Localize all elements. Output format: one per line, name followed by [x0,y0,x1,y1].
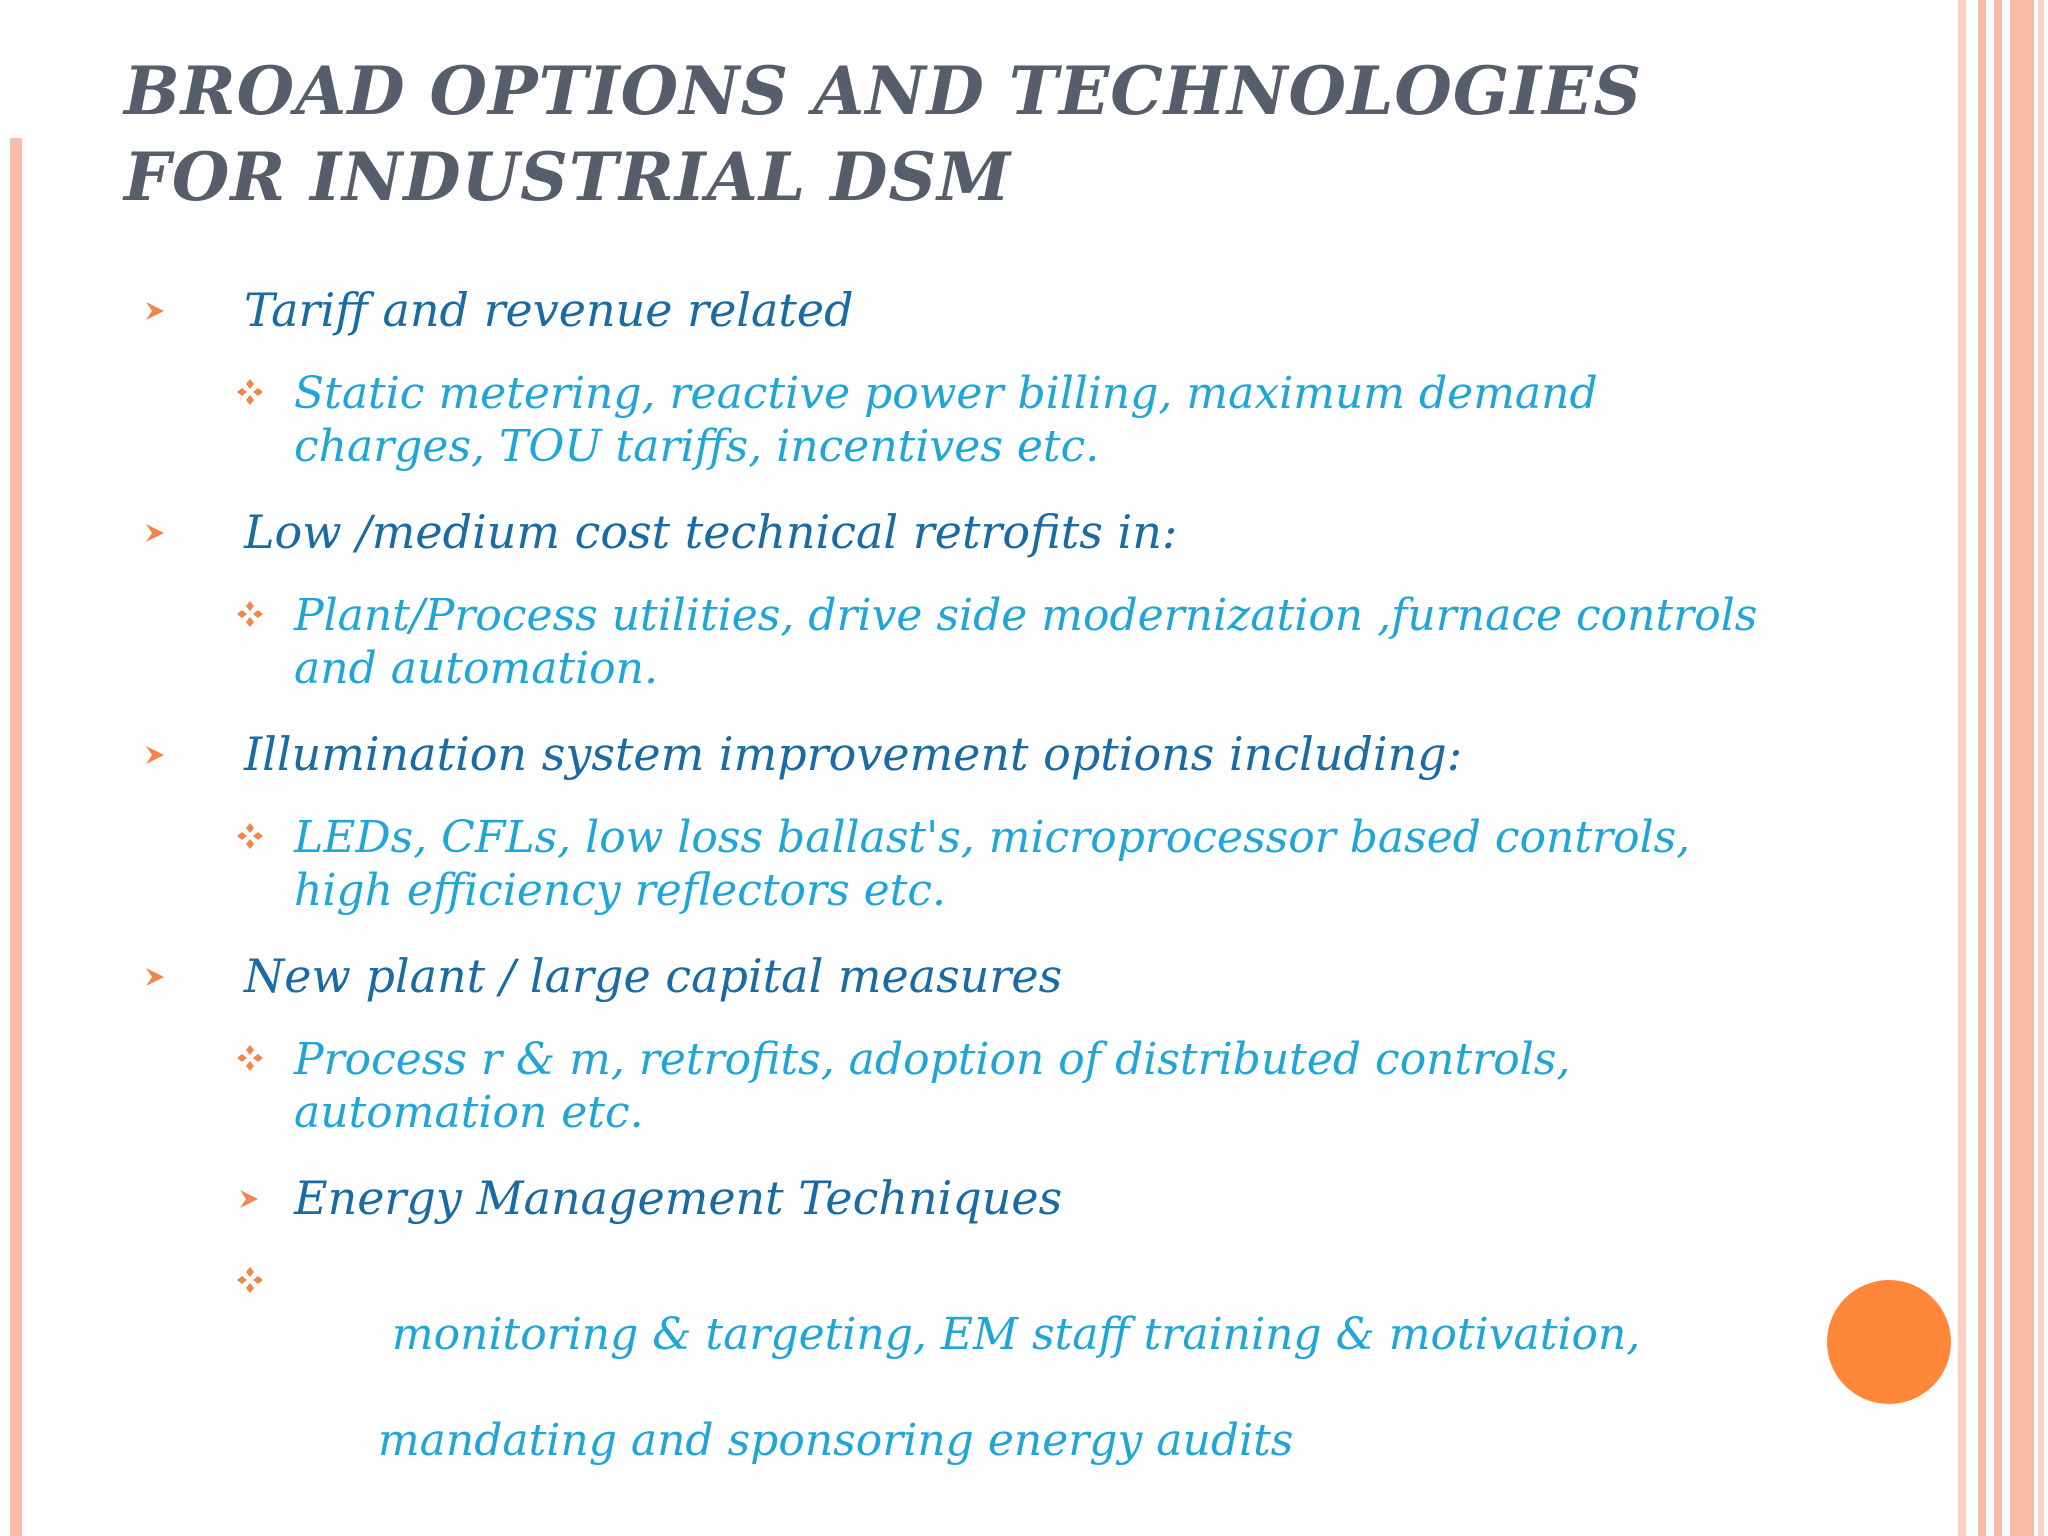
bullet-level-1: Low /medium cost technical retrofits in: [244,505,1178,559]
bullet-text-line: charges, TOU tariffs, incentives etc. [294,421,1100,472]
right-decorative-stripe [2038,0,2044,1536]
bullet-text-line: high efficiency reflectors etc. [294,865,946,916]
bullet-text-line: LEDs, CFLs, low loss ballast's, microprocessor based controls, [294,812,1691,863]
bullet-text-line: Process r & m, retrofits, adoption of distributed controls, [294,1034,1571,1085]
right-decorative-stripe [1958,0,1966,1536]
orange-accent-circle [1827,1280,1951,1404]
bullet-text-line: and automation. [294,643,658,694]
title-line-2: FOR INDUSTRIAL DSM [124,138,1012,216]
bullet-level-2 [294,1033,1814,1139]
bullet-level-2-heading: Energy Management Techniques [294,1171,1063,1225]
right-decorative-stripe [2010,0,2034,1536]
right-decorative-stripe [1978,0,1986,1536]
four-diamond-bullet-icon [236,822,264,850]
bullet-level-2 [294,1255,1814,1520]
bullet-text-line: Plant/Process utilities, drive side modernization ,furnace controls [294,590,1758,641]
four-diamond-bullet-icon [236,1266,264,1294]
bullet-text-line: mandating and sponsoring energy audits [377,1415,1294,1466]
arrowhead-bullet-icon [144,966,166,988]
bullet-text-line: Static metering, reactive power billing, maximum demand [294,368,1598,419]
four-diamond-bullet-icon [236,378,264,406]
bullet-level-1: New plant / large capital measures [244,949,1063,1003]
bullet-level-2 [294,589,1814,695]
bullet-level-1: Tariff and revenue related [244,283,854,337]
arrowhead-bullet-icon [144,744,166,766]
bullet-text-line: monitoring & targeting, EM staff training & motivation, [377,1309,1641,1360]
four-diamond-bullet-icon [236,600,264,628]
arrowhead-bullet-icon [144,522,166,544]
bullet-level-2 [294,811,1814,917]
bullet-level-1: Illumination system improvement options including: [244,727,1463,781]
title-line-1: BROAD OPTIONS AND TECHNOLOGIES [124,52,1643,130]
arrowhead-bullet-icon [144,300,166,322]
bullet-text-line: automation etc. [294,1087,644,1138]
bullet-level-2 [294,367,1814,473]
right-decorative-stripe [1994,0,2002,1536]
four-diamond-bullet-icon [236,1044,264,1072]
arrowhead-bullet-icon [238,1188,260,1210]
